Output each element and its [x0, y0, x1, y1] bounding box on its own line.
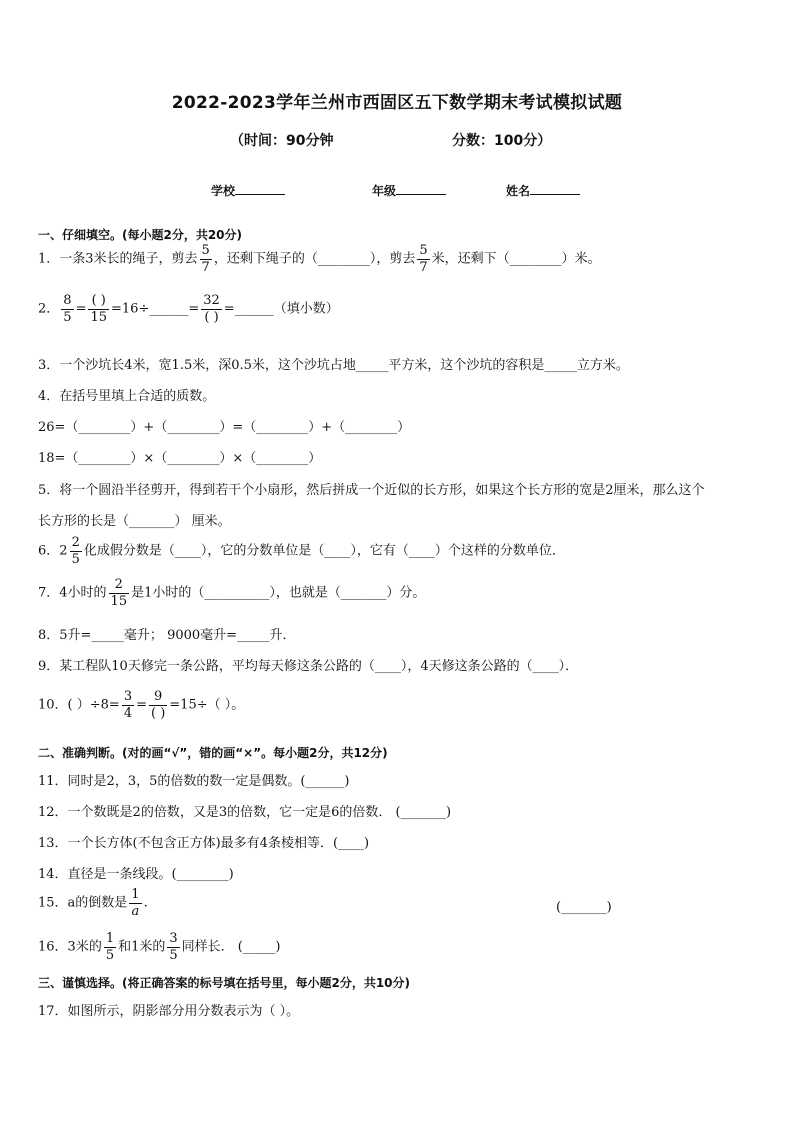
question-2 — [38, 294, 339, 324]
question-8: 8．5升=_____毫升； 9000毫升=_____升． — [38, 628, 296, 643]
page-title: 2022-2023学年兰州市西固区五下数学期末考试模拟试题 — [171, 93, 623, 113]
section3-heading: 三、谨慎选择。(将正确答案的标号填在括号里，每小题2分，共10分) — [38, 976, 411, 990]
school-field[interactable] — [211, 182, 285, 199]
question-5-line-1: 5．将一个圆沿半径剪开，得到若干个小扇形，然后拼成一个近似的长方形，如果这个长方形的宽是2厘米，那么这个 — [38, 483, 705, 498]
question-9: 9．某工程队10天修完一条公路，平均每天修这条公路的（____），4天修这条公路的（____）． — [38, 659, 579, 674]
question-15 — [38, 888, 148, 918]
q15-text-a: 15．a的倒数是 — [38, 895, 128, 911]
question-3: 3．一个沙坑长4米，宽1.5米，深0.5米，这个沙坑占地_____平方米，这个沙坑的容积是_____立方米。 — [38, 358, 629, 373]
q6-text-b: 化成假分数是（____），它的分数单位是（____），它有（____）个这样的分数单位． — [83, 543, 565, 559]
q15-fraction: $\frac{1}{a}$ — [131, 887, 140, 919]
grade-field[interactable] — [372, 182, 446, 199]
question-14: 14．直径是一条线段。(________) — [38, 867, 234, 882]
q7-text-a: 7．4小时的 — [38, 585, 107, 601]
section2-heading: 二、准确判断。(对的画“√”，错的画“×”。每小题2分，共12分) — [38, 746, 388, 760]
q10-fraction-2: $\frac{9}{( )}$ — [151, 689, 166, 721]
q15-text-b: . — [143, 895, 148, 911]
q7-text-b: 是1小时的（__________），也就是（_______）分。 — [131, 585, 426, 601]
q2-equals: = — [75, 301, 87, 317]
question-4: 4．在括号里填上合适的质数。 — [38, 389, 216, 404]
q1-text-c: 米，还剩下（________）米。 — [431, 251, 601, 267]
question-10 — [38, 690, 244, 720]
q15-answer-blank[interactable]: (_______) — [556, 900, 612, 915]
q1-text-a: 1．一条3米长的绳子，剪去 — [38, 251, 198, 267]
question-4-line-1: 26=（________）+（________）=（________）+（________） — [38, 420, 411, 435]
question-11: 11．同时是2，3，5的倍数的数一定是偶数。(______) — [38, 774, 350, 789]
q2-fraction-3: $\frac{32}{( )}$ — [203, 293, 220, 325]
question-5-line-2: 长方形的长是（_______） 厘米。 — [38, 514, 231, 529]
name-field[interactable] — [506, 182, 580, 199]
question-12: 12．一个数既是2的倍数，又是3的倍数，它一定是6的倍数． (_______) — [38, 805, 452, 820]
question-7 — [38, 578, 425, 608]
q2-fraction-1: $\frac{8}{5}$ — [63, 293, 72, 325]
q2-text-b: =16÷______= — [111, 301, 200, 317]
question-17: 17．如图所示，阴影部分用分数表示为（ ）。 — [38, 1004, 300, 1019]
grade-label: 年级 — [372, 184, 397, 198]
q10-fraction-1: $\frac{3}{4}$ — [123, 689, 133, 721]
q2-text-c: =______（填小数） — [223, 301, 339, 317]
q1-text-b: ，还剩下绳子的（________），剪去 — [213, 251, 416, 267]
q16-text-c: 同样长． (_____) — [181, 939, 281, 955]
question-4-line-2: 18=（________）×（________）×（________） — [38, 451, 322, 466]
question-6 — [38, 536, 565, 566]
q10-text-a: 10．( ）÷8= — [38, 697, 120, 713]
school-blank[interactable] — [235, 182, 285, 195]
time-label: （时间：90分钟 — [230, 133, 334, 149]
q10-equals: = — [136, 697, 147, 713]
section1-heading: 一、仔细填空。(每小题2分，共20分) — [38, 228, 243, 242]
q6-whole: 2 — [59, 543, 68, 559]
q16-fraction-1: $\frac{1}{5}$ — [105, 931, 115, 963]
question-16 — [38, 932, 280, 962]
q1-fraction-2: $\frac{5}{7}$ — [419, 243, 428, 275]
question-13: 13．一个长方体(不包含正方体)最多有4条棱相等．(____) — [38, 836, 370, 851]
q6-text-a: 6． — [38, 543, 60, 559]
q10-text-b: =15÷（ ）。 — [169, 697, 245, 713]
q16-fraction-2: $\frac{3}{5}$ — [169, 931, 178, 963]
school-label: 学校 — [211, 184, 236, 198]
q2-fraction-2: $\frac{( )}{15}$ — [90, 293, 108, 325]
q2-text-a: 2． — [38, 301, 60, 317]
q7-fraction: $\frac{2}{15}$ — [110, 577, 128, 609]
q6-fraction: $\frac{2}{5}$ — [71, 535, 80, 567]
grade-blank[interactable] — [396, 182, 446, 195]
name-blank[interactable] — [530, 182, 580, 195]
q1-fraction-1: $\frac{5}{7}$ — [201, 243, 210, 275]
q16-text-b: 和1米的 — [118, 939, 166, 955]
score-label: 分数：100分） — [452, 133, 552, 149]
name-label: 姓名 — [506, 184, 531, 198]
question-1 — [38, 244, 601, 274]
q16-text-a: 16．3米的 — [38, 939, 102, 955]
